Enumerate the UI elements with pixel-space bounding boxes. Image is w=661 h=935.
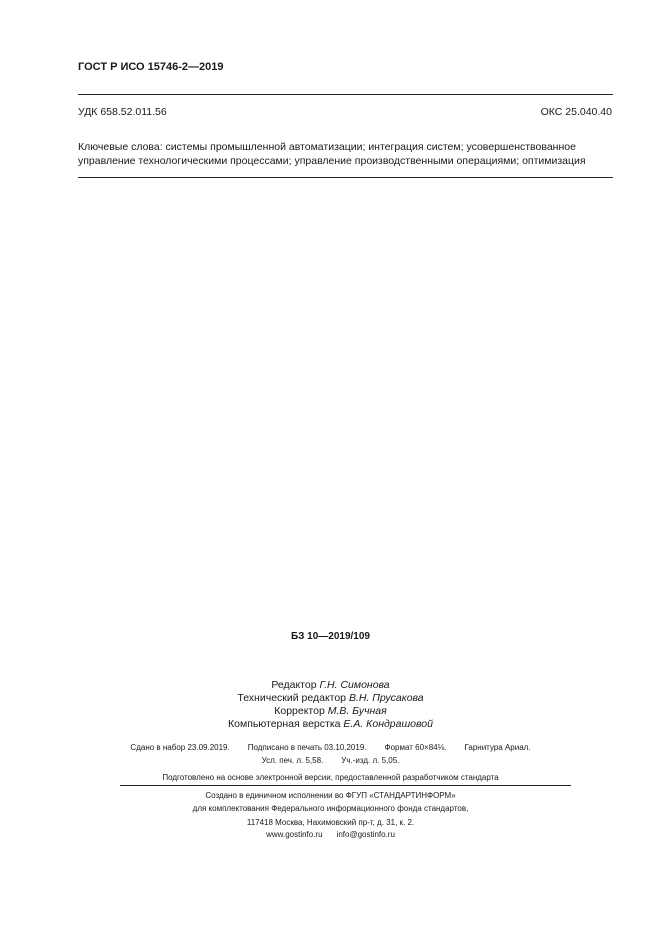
- print-sheets: Усл. печ. л. 5,58.: [261, 756, 324, 765]
- credit-name: М.В. Бучная: [327, 705, 387, 717]
- publisher-contacts: [0, 830, 661, 839]
- credit-name: Е.А. Кондрашовой: [343, 718, 433, 730]
- imprint-line-1: [0, 743, 661, 752]
- prepared-note: Подготовлено на основе электронной версии, предоставленной разработчиком стандарта: [162, 773, 499, 782]
- credit-role: Корректор: [274, 705, 325, 717]
- credit-role: Технический редактор: [237, 692, 347, 704]
- credit-layout: [0, 718, 661, 730]
- divider: [120, 785, 571, 786]
- keywords-line-1: Ключевые слова: системы промышленной автоматизации; интеграция систем; усовершенствованное: [78, 141, 576, 153]
- signed-date: Подписано в печать 03.10.2019.: [247, 743, 367, 752]
- credit-proofreader: [0, 705, 661, 717]
- keywords-line-2: управление технологическими процессами; управление производственными операциями; оптимизация: [78, 155, 586, 167]
- credit-name: В.Н. Прусакова: [348, 692, 424, 704]
- credit-tech-editor: [0, 692, 661, 704]
- oks-code: ОКС 25.040.40: [540, 106, 612, 118]
- imprint-line-2: [0, 756, 661, 765]
- bz-number: БЗ 10—2019/109: [291, 631, 370, 642]
- credit-name: Г.Н. Симонова: [319, 679, 390, 691]
- divider: [78, 177, 613, 178]
- email-link[interactable]: info@gostinfo.ru: [336, 830, 395, 839]
- divider: [78, 94, 613, 95]
- typeface: Гарнитура Ариал.: [464, 743, 531, 752]
- udk-code: УДК 658.52.011.56: [78, 106, 167, 118]
- credit-editor: [0, 679, 661, 691]
- credit-role: Редактор: [271, 679, 317, 691]
- publisher-address: 117418 Москва, Нахимовский пр-т, д. 31, к. 2.: [246, 818, 415, 827]
- website-link[interactable]: www.gostinfo.ru: [266, 830, 323, 839]
- submitted-date: Сдано в набор 23.09.2019.: [130, 743, 230, 752]
- format: Формат 60×84⅛.: [384, 743, 447, 752]
- publisher-line-1: Создано в единичном исполнении во ФГУП «СТАНДАРТИНФОРМ»: [205, 791, 456, 800]
- edition-sheets: Уч.-изд. л. 5,05.: [341, 756, 400, 765]
- credit-role: Компьютерная верстка: [228, 718, 341, 730]
- publisher-line-2: для комплектования Федерального информационного фонда стандартов,: [192, 804, 469, 813]
- document-title: ГОСТ Р ИСО 15746-2—2019: [78, 61, 224, 73]
